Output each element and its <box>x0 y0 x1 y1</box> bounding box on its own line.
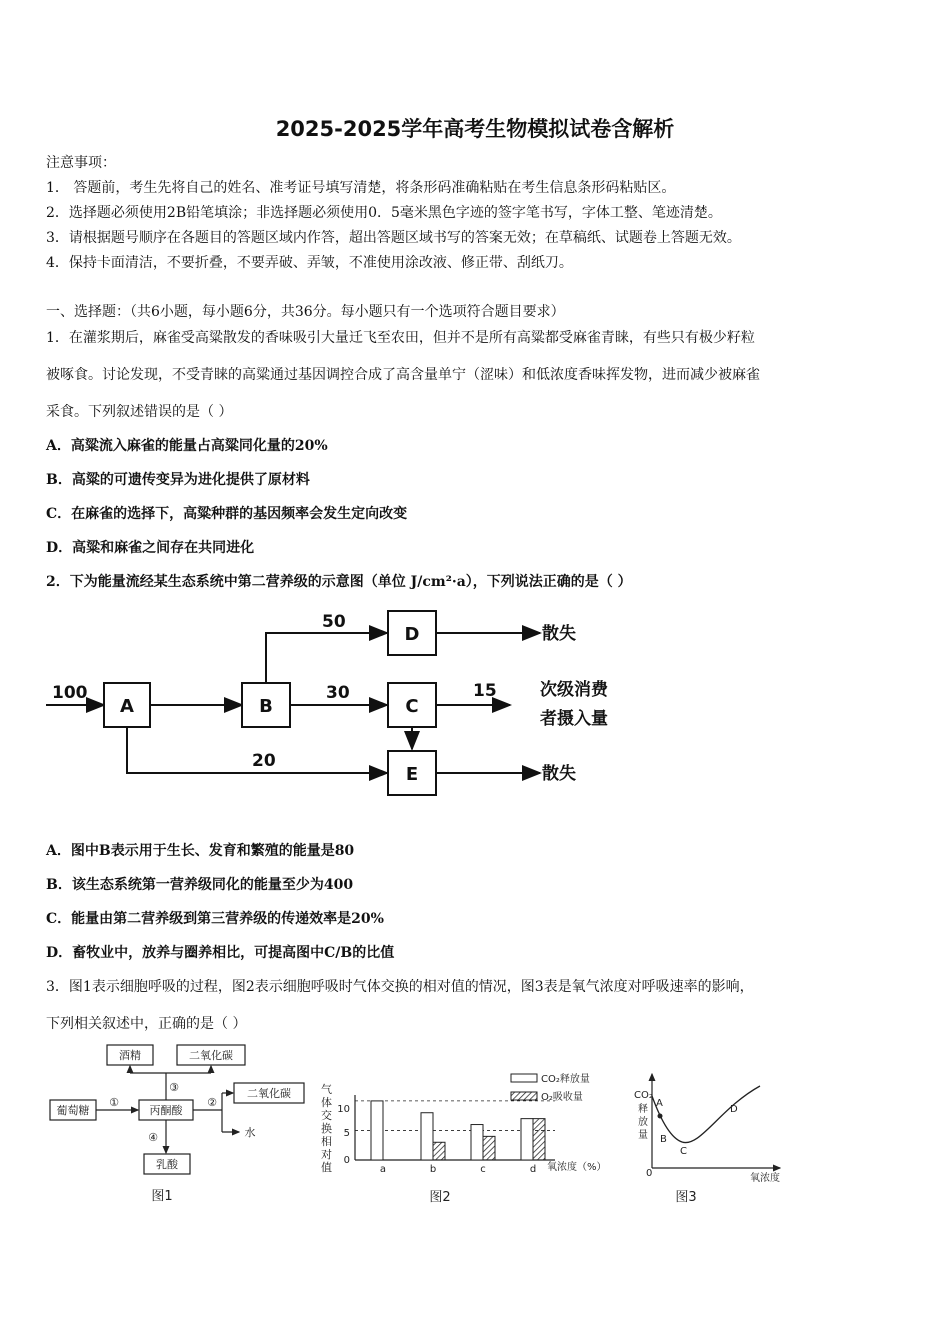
x-tick-b: b <box>429 1164 437 1175</box>
bar-co2-b <box>421 1113 433 1160</box>
figure-1-caption: 图1 <box>151 1189 173 1204</box>
loss-label-2: 散失 <box>542 764 576 784</box>
step-3-label: ③ <box>169 1081 179 1094</box>
y-tick-10: 10 <box>337 1104 350 1115</box>
svg-text:气: 气 <box>321 1083 332 1096</box>
q3-line-2: 下列相关叙述中，正确的是（ ） <box>46 1016 247 1032</box>
q2-option-a: A．图中B表示用于生长、发育和繁殖的能量是80 <box>46 843 355 859</box>
bar-o2-c <box>483 1136 495 1160</box>
lactate-label: 乳酸 <box>156 1158 178 1171</box>
q2-stem: 2．下为能量流经某生态系统中第二营养级的示意图（单位 J/cm²·a），下列说法正确的是（ ） <box>46 574 632 590</box>
y-axis-label-3 <box>634 1090 653 1141</box>
step-1-label: ① <box>109 1096 119 1109</box>
value-30: 30 <box>326 683 350 703</box>
point-b-label: B <box>660 1134 667 1145</box>
svg-text:放: 放 <box>638 1117 648 1128</box>
box-b-label: B <box>259 696 273 717</box>
q1-option-a: A．高粱流入麻雀的能量占高粱同化量的20% <box>46 438 328 454</box>
x-axis-label-3: 氧浓度 <box>750 1173 780 1184</box>
svg-text:相: 相 <box>321 1135 332 1148</box>
q2-option-c: C．能量由第二营养级到第三营养级的传递效率是20% <box>46 911 384 927</box>
alcohol-label: 酒精 <box>119 1049 141 1062</box>
figure-3-caption: 图3 <box>675 1190 697 1205</box>
y-tick-5: 5 <box>343 1128 350 1139</box>
q1-line-1: 1．在灌浆期后，麻雀受高粱散发的香味吸引大量迁飞至农田，但并不是所有高粱都受麻雀青睐，有些只有极少籽粒 <box>46 330 755 346</box>
figure-2-chart <box>315 1065 625 1210</box>
svg-text:CO₂: CO₂ <box>634 1090 653 1101</box>
origin-label: 0 <box>646 1168 653 1179</box>
step-4-label: ④ <box>148 1131 158 1144</box>
notice-heading: 注意事项： <box>46 155 116 171</box>
box-d-label: D <box>404 624 420 645</box>
page-title: 2025-2025学年高考生物模拟试卷含解析 <box>275 117 675 141</box>
q3-line-1: 3．图1表示细胞呼吸的过程，图2表示细胞呼吸时气体交换的相对值的情况，图3表是氧气浓度对呼吸速率的影响， <box>46 979 754 995</box>
point-d-label: D <box>730 1104 738 1115</box>
value-100: 100 <box>52 683 88 703</box>
svg-text:换: 换 <box>321 1122 332 1135</box>
next-consumer-label-1: 次级消费 <box>540 680 608 700</box>
q2-option-d: D．畜牧业中，放养与圈养相比，可提高图中C/B的比值 <box>46 945 395 961</box>
q2-option-b: B．该生态系统第一营养级同化的能量至少为400 <box>46 877 354 893</box>
point-a-label: A <box>656 1098 663 1109</box>
box-a-label: A <box>120 696 134 717</box>
section-heading: 一、选择题：（共6小题，每小题6分，共36分。每小题只有一个选项符合题目要求） <box>46 304 565 320</box>
x-axis-label: 氧浓度（%） <box>547 1162 607 1173</box>
bar-co2-d <box>521 1119 533 1160</box>
q1-option-b: B．高粱的可遗传变异为进化提供了原材料 <box>46 472 310 488</box>
q1-line-3: 采食。下列叙述错误的是（ ） <box>46 404 233 420</box>
svg-text:对: 对 <box>321 1148 332 1161</box>
svg-text:值: 值 <box>321 1161 332 1174</box>
y-axis-label <box>321 1082 332 1174</box>
svg-text:量: 量 <box>638 1130 648 1141</box>
water-label: 水 <box>244 1126 256 1139</box>
notice-item-1: 1． 答题前，考生先将自己的姓名、准考证号填写清楚，将条形码准确粘贴在考生信息条形码粘贴区。 <box>46 180 676 196</box>
bar-o2-b <box>433 1142 445 1160</box>
box-e-label: E <box>405 764 419 785</box>
x-tick-d: d <box>529 1164 537 1175</box>
q1-line-2: 被啄食。讨论发现，不受青睐的高粱通过基因调控合成了高含量单宁（涩味）和低浓度香味挥发物，进而减少被麻雀 <box>46 367 760 383</box>
notice-item-3: 3．请根据题号顺序在各题目的答题区域内作答，超出答题区域书写的答案无效；在草稿纸、试题卷上答题无效。 <box>46 230 741 246</box>
x-tick-a: a <box>379 1164 387 1175</box>
bar-co2-c <box>471 1125 483 1160</box>
y-tick-0: 0 <box>343 1155 350 1166</box>
notice-item-2: 2．选择题必须使用2B铅笔填涂；非选择题必须使用0．5毫米黑色字迹的签字笔书写，字体工整、笔迹清楚。 <box>46 205 722 221</box>
legend-swatch-o2 <box>511 1092 537 1100</box>
svg-text:释: 释 <box>638 1104 648 1115</box>
loss-label-1: 散失 <box>542 624 576 644</box>
figure-2-caption: 图2 <box>429 1190 451 1205</box>
value-15: 15 <box>473 681 497 701</box>
figure-3-curve <box>630 1068 800 1213</box>
next-consumer-label-2: 者摄入量 <box>540 709 608 729</box>
svg-text:体: 体 <box>321 1096 332 1109</box>
q1-option-c: C．在麻雀的选择下，高粱种群的基因频率会发生定向改变 <box>46 506 408 522</box>
respiration-curve <box>652 1086 760 1143</box>
box-c-label: C <box>405 696 419 717</box>
pyruvate-label: 丙酮酸 <box>149 1104 183 1117</box>
figure-1-respiration <box>44 1040 314 1210</box>
co2-label-a: 二氧化碳 <box>189 1049 233 1062</box>
point-c-label: C <box>680 1146 687 1157</box>
legend-o2: O₂吸收量 <box>541 1092 583 1103</box>
x-tick-c: c <box>480 1164 486 1175</box>
svg-text:交: 交 <box>321 1109 332 1122</box>
notice-item-4: 4．保持卡面清洁，不要折叠，不要弄破、弄皱，不准使用涂改液、修正带、刮纸刀。 <box>46 255 573 271</box>
glucose-label: 葡萄糖 <box>56 1104 90 1117</box>
energy-flow-diagram <box>40 605 660 810</box>
legend-co2: CO₂释放量 <box>541 1074 590 1085</box>
q1-option-d: D．高粱和麻雀之间存在共同进化 <box>46 540 255 556</box>
legend-swatch-co2 <box>511 1074 537 1082</box>
bar-co2-a <box>371 1101 383 1160</box>
co2-label-b: 二氧化碳 <box>247 1087 291 1100</box>
curve-point-b <box>658 1114 663 1119</box>
bar-o2-d <box>533 1119 545 1160</box>
value-20: 20 <box>252 751 276 771</box>
step-2-label: ② <box>207 1096 217 1109</box>
value-50: 50 <box>322 612 346 632</box>
